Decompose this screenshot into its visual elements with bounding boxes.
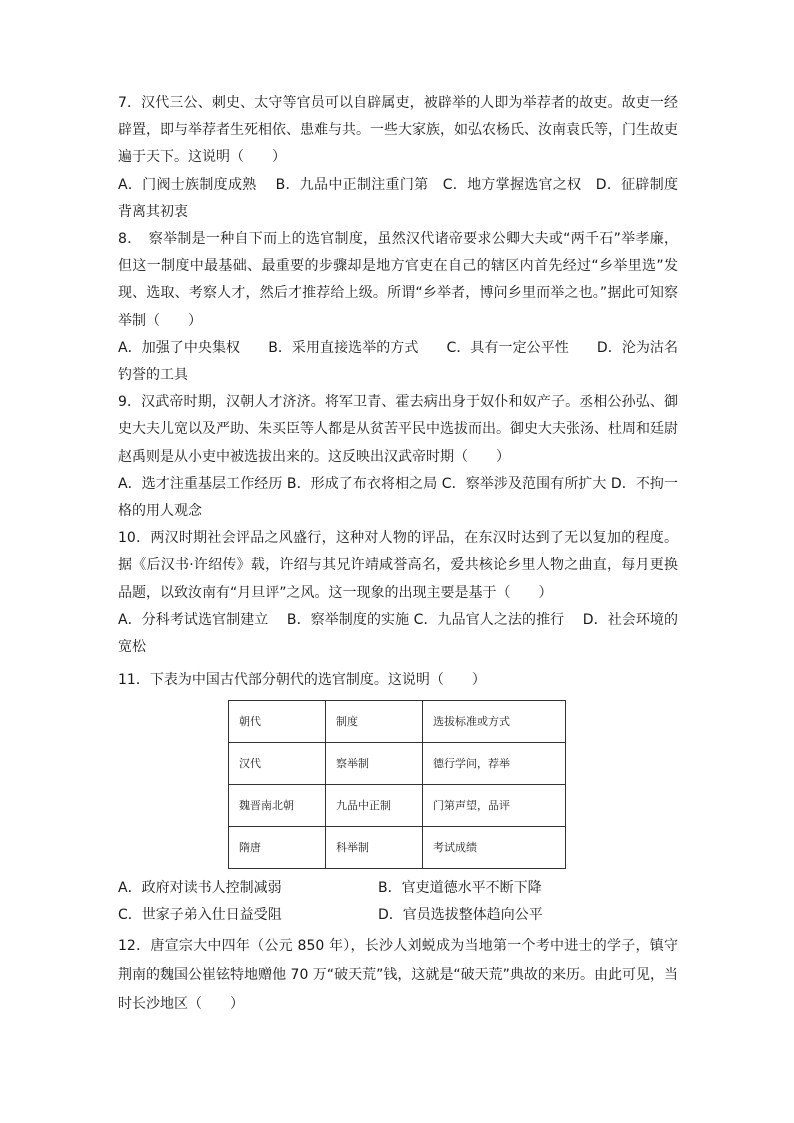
option-b: B．官吏道德水平不断下降 [378,880,542,897]
question-10-options: A．分科考试选官制建立 B．察举制度的实施 C．九品官人之法的推行 D．社会环境的宽松 [118,611,678,656]
option-c: C．世家子弟入仕日益受阻 [118,907,282,924]
table-header-cell: 选拔标准或方式 [423,701,566,743]
question-11 [118,667,678,929]
table-cell: 汉代 [229,743,326,785]
question-8 [118,226,678,389]
question-7 [118,90,678,226]
table-header-cell: 朝代 [229,701,326,743]
selection-system-table [228,700,566,869]
table-cell: 察举制 [326,743,423,785]
table-row [229,743,566,785]
table-cell: 九品中正制 [326,785,423,827]
exam-page [118,90,678,1019]
question-9 [118,389,678,525]
question-8-stem: 8． 察举制是一种自下而上的选官制度，虽然汉代诸帝要求公卿大夫或“两千石”举孝廉，但这一制度中最基础、最重要的步骤却是地方官吏在自己的辖区内首先经过“乡举里选”发现、选取、考察人才，然后才推荐给上级。所谓“乡举者，博问乡里而举之也。”据此可知察举制（ ） [118,231,678,329]
question-10-stem: 10．两汉时期社会评品之风盛行，这种对人物的评品，在东汉时达到了无以复加的程度。据《后汉书·许绍传》载，许绍与其兄许靖咸誉高名，爱共核论乡里人物之曲直，每月更换品题，以致汝南有“月旦评”之风。这一现象的出现主要是基于（ ） [118,530,678,601]
table-cell: 科举制 [326,827,423,869]
question-7-options: A．门阀士族制度成熟 B．九品中正制注重门第 C．地方掌握选官之权 D．征辟制度背离其初衷 [118,176,678,220]
question-12-stem: 12．唐宣宗大中四年（公元 850 年），长沙人刘蜕成为当地第一个考中进士的学子，镇守荆南的魏国公崔铉特地赠他 70 万“破天荒”钱，这就是“破天荒”典故的来历。由此可见，当时长沙地区（ ） [118,938,678,1013]
question-12 [118,932,678,1019]
option-d: D．官员选拔整体趋向公平 [378,907,543,924]
question-10 [118,525,678,661]
table-row [229,827,566,869]
question-11-options [118,875,678,929]
question-9-options: A．选才注重基层工作经历 B．形成了布衣将相之局 C．察举涉及范围有所扩大 D．不拘一格的用人观念 [118,475,678,520]
question-9-stem: 9．汉武帝时期，汉朝人才济济。将军卫青、霍去病出身于奴仆和奴产子。丞相公孙弘、御史大夫儿宽以及严助、朱买臣等人都是从贫苦平民中选拔而出。御史大夫张汤、杜周和廷尉赵禹则是从小吏中被选拔出来的。这反映出汉武帝时期（ ） [118,394,678,465]
table-cell: 德行学问，荐举 [423,743,566,785]
question-11-stem: 11．下表为中国古代部分朝代的选官制度。这说明（ ） [118,672,486,689]
table-row [229,785,566,827]
option-a: A．政府对读书人控制减弱 [118,880,282,897]
table-header-cell: 制度 [326,701,423,743]
table-cell: 隋唐 [229,827,326,869]
question-7-stem: 7．汉代三公、刺史、太守等官员可以自辟属吏，被辟举的人即为举荐者的故吏。故吏一经辟置，即与举荐者生死相依、患难与共。一些大家族，如弘农杨氏、汝南袁氏等，门生故吏遍于天下。这说明（ ） [118,95,678,166]
table-header-row [229,701,566,743]
table-cell: 考试成绩 [423,827,566,869]
table-cell: 门第声望，品评 [423,785,566,827]
table-cell: 魏晋南北朝 [229,785,326,827]
question-8-options: A．加强了中央集权 B．采用直接选举的方式 C．具有一定公平性 D．沦为沽名钓誉的工具 [118,339,678,384]
